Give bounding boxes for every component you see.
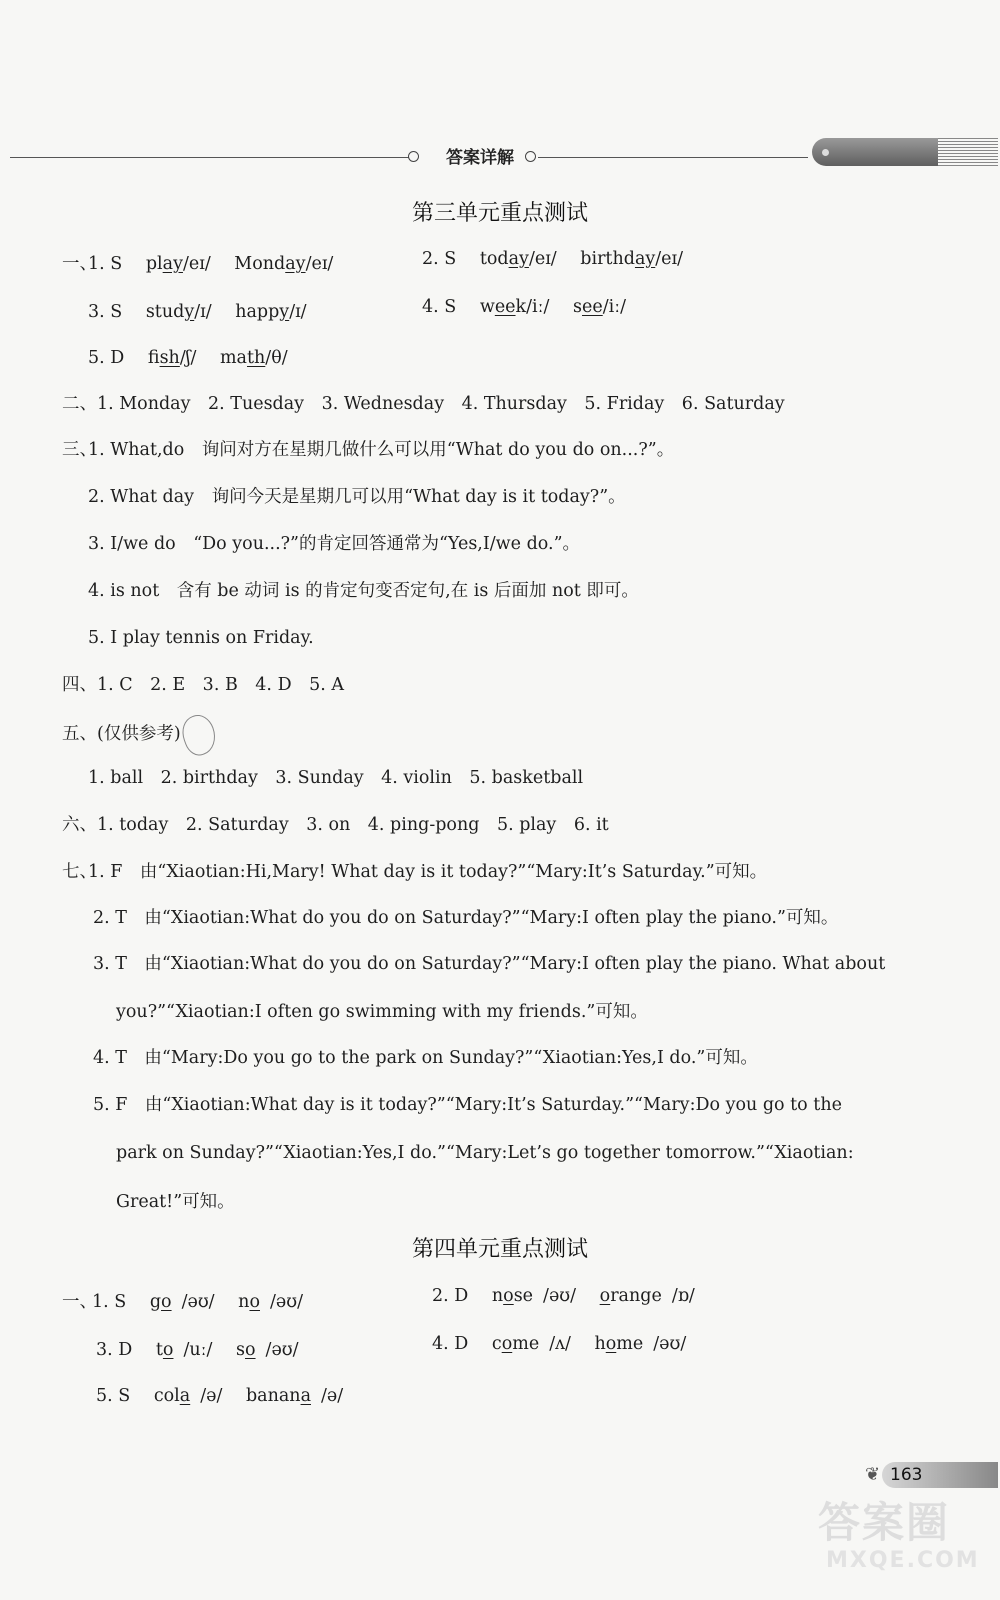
phonics-word: play <box>145 254 183 274</box>
header-decor-hatch <box>938 138 998 166</box>
s3-q6: 六、1. today 2. Saturday 3. on 4. ping-pong 5. play 6. it <box>62 815 609 835</box>
s3-q7-line: 1. F 由“Xiaotian:Hi,Mary! What day is it today?”“Mary:It’s Saturday.”可知。 <box>88 862 768 882</box>
s3-q1-label: 一、 <box>62 254 97 274</box>
header-title: 答案详解 <box>446 148 514 168</box>
s3-q7-line: 4. T 由“Mary:Do you go to the park on Sunday?”“Xiaotian:Yes,I do.”可知。 <box>93 1048 758 1068</box>
s3-q1-item: 5. D fish/ʃ/ math/θ/ <box>88 348 288 368</box>
s3-q3-item: 3. I/we do “Do you...?”的肯定回答通常为“Yes,I/we do.”。 <box>88 534 581 554</box>
s3-q7-line: 3. T 由“Xiaotian:What do you do on Saturday?”“Mary:I often play the piano. What about <box>93 954 886 974</box>
s4-q1-item: 2. D nose /əʊ/ orange /ɒ/ <box>432 1286 695 1306</box>
stamp-mark <box>177 711 221 760</box>
phonics-word: cola <box>153 1386 191 1406</box>
phonics-word: study <box>145 302 195 322</box>
header-rule-dot <box>408 151 419 162</box>
watermark-logo: 答案圈 <box>818 1498 951 1547</box>
item-number: 3. D <box>96 1340 133 1360</box>
item-number: 4. D <box>432 1334 469 1354</box>
s3-q5-answers: 1. ball 2. birthday 3. Sunday 4. violin 5. basketball <box>88 768 584 788</box>
phonics-word: week <box>479 297 527 317</box>
s3-q3-label: 三、 <box>62 440 97 460</box>
phonics-word: fish <box>147 348 180 368</box>
s3-q3-item: 4. is not 含有 be 动词 is 的肯定句变否定句,在 is 后面加 not 即可。 <box>88 581 639 601</box>
item-number: 1. S <box>92 1292 127 1312</box>
phonics-word: come <box>491 1334 540 1354</box>
phonics-word: no <box>238 1292 260 1312</box>
s3-q7-line: you?”“Xiaotian:I often go swimming with my friends.”可知。 <box>116 1002 648 1022</box>
phonics-word: so <box>236 1340 256 1360</box>
item-number: 1. S <box>88 254 123 274</box>
s3-q1-item: 4. S week/iː/ see/iː/ <box>422 297 627 317</box>
phonics-word: banana <box>245 1386 311 1406</box>
s3-q2: 二、1. Monday 2. Tuesday 3. Wednesday 4. Thursday 5. Friday 6. Saturday <box>62 394 785 414</box>
phonics-word: happy <box>235 302 290 322</box>
watermark-url: MXQE.COM <box>826 1548 980 1573</box>
page-number: 163 <box>890 1465 923 1485</box>
s3-q7-line: park on Sunday?”“Xiaotian:Yes,I do.”“Mary:Let’s go together tomorrow.”“Xiaotian: <box>116 1143 854 1163</box>
header-decor-bar <box>812 138 938 166</box>
item-number: 5. S <box>96 1386 131 1406</box>
s3-q1-item: 1. S play/eɪ/ Monday/eɪ/ <box>88 254 334 274</box>
s3-q7-line: 5. F 由“Xiaotian:What day is it today?”“Mary:It’s Saturday.”“Mary:Do you go to the <box>93 1095 842 1115</box>
s4-q1-label: 一、 <box>62 1292 97 1312</box>
phonics-word: home <box>594 1334 644 1354</box>
s3-q1-item: 2. S today/eɪ/ birthday/eɪ/ <box>422 249 684 269</box>
phonics-word: today <box>479 249 529 269</box>
s3-q4: 四、1. C 2. E 3. B 4. D 5. A <box>62 675 344 695</box>
item-number: 3. S <box>88 302 123 322</box>
section3-title: 第三单元重点测试 <box>411 201 588 226</box>
s3-q7-line: Great!”可知。 <box>116 1192 235 1212</box>
s3-q7-label: 七、 <box>62 862 97 882</box>
header-rule-dot <box>525 151 536 162</box>
s4-q1-item: 3. D to /uː/ so /əʊ/ <box>96 1340 299 1360</box>
phonics-word: Monday <box>234 254 306 274</box>
header-decor-dot <box>822 149 829 156</box>
item-number: 4. S <box>422 297 457 317</box>
phonics-word: math <box>219 348 266 368</box>
s3-q3-item: 5. I play tennis on Friday. <box>88 628 314 648</box>
phonics-word: orange <box>599 1286 662 1306</box>
header-rule-right <box>538 157 808 158</box>
item-number: 2. S <box>422 249 457 269</box>
phonics-word: to <box>155 1340 174 1360</box>
phonics-word: nose <box>491 1286 534 1306</box>
s3-q3-item: 1. What,do 询问对方在星期几做什么可以用“What do you do on...?”。 <box>88 440 675 460</box>
phonics-word: go <box>149 1292 172 1312</box>
item-number: 5. D <box>88 348 125 368</box>
item-number: 2. D <box>432 1286 469 1306</box>
phonics-word: see <box>573 297 603 317</box>
s4-q1-item: 5. S cola /ə/ banana /ə/ <box>96 1386 344 1406</box>
s4-q1-item: 1. S go /əʊ/ no /əʊ/ <box>92 1292 304 1312</box>
s3-q7-line: 2. T 由“Xiaotian:What do you do on Saturday?”“Mary:I often play the piano.”可知。 <box>93 908 839 928</box>
s3-q3-item: 2. What day 询问今天是星期几可以用“What day is it today?”。 <box>88 487 626 507</box>
leaf-icon: ❦ <box>865 1464 881 1485</box>
s3-q1-item: 3. S study/ɪ/ happy/ɪ/ <box>88 302 307 322</box>
s4-q1-item: 4. D come /ʌ/ home /əʊ/ <box>432 1334 687 1354</box>
section4-title: 第四单元重点测试 <box>411 1237 588 1262</box>
header-rule-left <box>10 157 418 158</box>
s3-q5-heading: 五、(仅供参考) <box>62 724 181 744</box>
phonics-word: birthday <box>580 249 656 269</box>
